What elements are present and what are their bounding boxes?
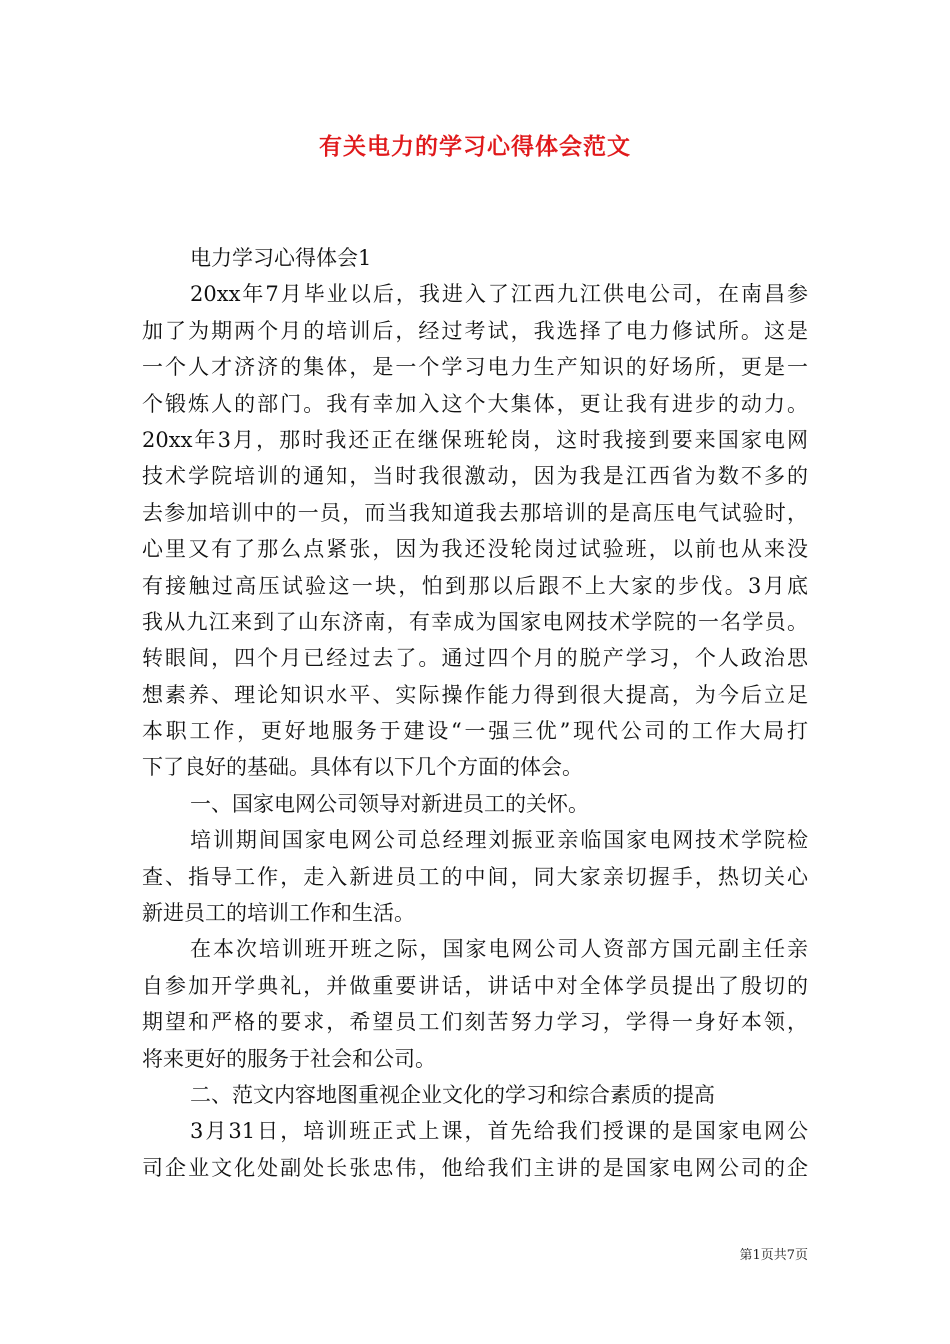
- text-line: 我从九江来到了山东济南，有幸成为国家电网技术学院的一名学员。: [142, 609, 808, 634]
- text-line: 有接触过高压试验这一块，怕到那以后跟不上大家的步伐。3月底: [142, 573, 808, 598]
- text-line: 二、范文内容地图重视企业文化的学习和综合素质的提高: [190, 1082, 715, 1107]
- text-line: 下了良好的基础。具体有以下几个方面的体会。: [142, 755, 583, 780]
- text-line: 查、指导工作，走入新进员工的中间，同大家亲切握手，热切关心: [142, 864, 808, 889]
- text-line: 想素养、理论知识水平、实际操作能力得到很大提高，为今后立足: [142, 682, 808, 707]
- text-line: 新进员工的培训工作和生活。: [142, 901, 415, 926]
- text-line: 个锻炼人的部门。我有幸加入这个大集体，更让我有进步的动力。: [142, 391, 808, 416]
- text-line: 将来更好的服务于社会和公司。: [142, 1046, 436, 1071]
- text-line: 心里又有了那么点紧张，因为我还没轮岗过试验班，以前也从来没: [142, 537, 808, 562]
- text-line: 司企业文化处副处长张忠伟，他给我们主讲的是国家电网公司的企: [142, 1155, 808, 1180]
- text-line: 一个人才济济的集体，是一个学习电力生产知识的好场所，更是一: [142, 355, 808, 380]
- text-line: 本职工作，更好地服务于建设“一强三优”现代公司的工作大局打: [142, 719, 808, 744]
- text-line: 去参加培训中的一员，而当我知道我去那培训的是高压电气试验时，: [142, 500, 808, 525]
- text-line: 3月31日，培训班正式上课，首先给我们授课的是国家电网公: [190, 1119, 808, 1144]
- text-line: 培训期间国家电网公司总经理刘振亚亲临国家电网技术学院检: [190, 828, 808, 853]
- text-line: 期望和严格的要求，希望员工们刻苦努力学习，学得一身好本领，: [142, 1010, 808, 1035]
- text-line: 转眼间，四个月已经过去了。通过四个月的脱产学习，个人政治思: [142, 646, 808, 671]
- text-line: 在本次培训班开班之际，国家电网公司人资部方国元副主任亲: [190, 937, 808, 962]
- text-line: 技术学院培训的通知，当时我很激动，因为我是江西省为数不多的: [142, 464, 808, 489]
- document-title: 有关电力的学习心得体会范文: [319, 134, 631, 160]
- text-line: 一、国家电网公司领导对新进员工的关怀。: [190, 791, 589, 816]
- text-line: 电力学习心得体会1: [190, 246, 372, 270]
- text-line: 加了为期两个月的培训后，经过考试，我选择了电力修试所。这是: [142, 318, 808, 343]
- page-number: 第1页共7页: [739, 1248, 808, 1263]
- text-line: 自参加开学典礼，并做重要讲话，讲话中对全体学员提出了殷切的: [142, 973, 808, 998]
- text-line: 20xx年7月毕业以后，我进入了江西九江供电公司，在南昌参: [190, 282, 808, 307]
- document-body: [142, 240, 808, 1186]
- text-line: 20xx年3月，那时我还正在继保班轮岗，这时我接到要来国家电网: [142, 427, 808, 452]
